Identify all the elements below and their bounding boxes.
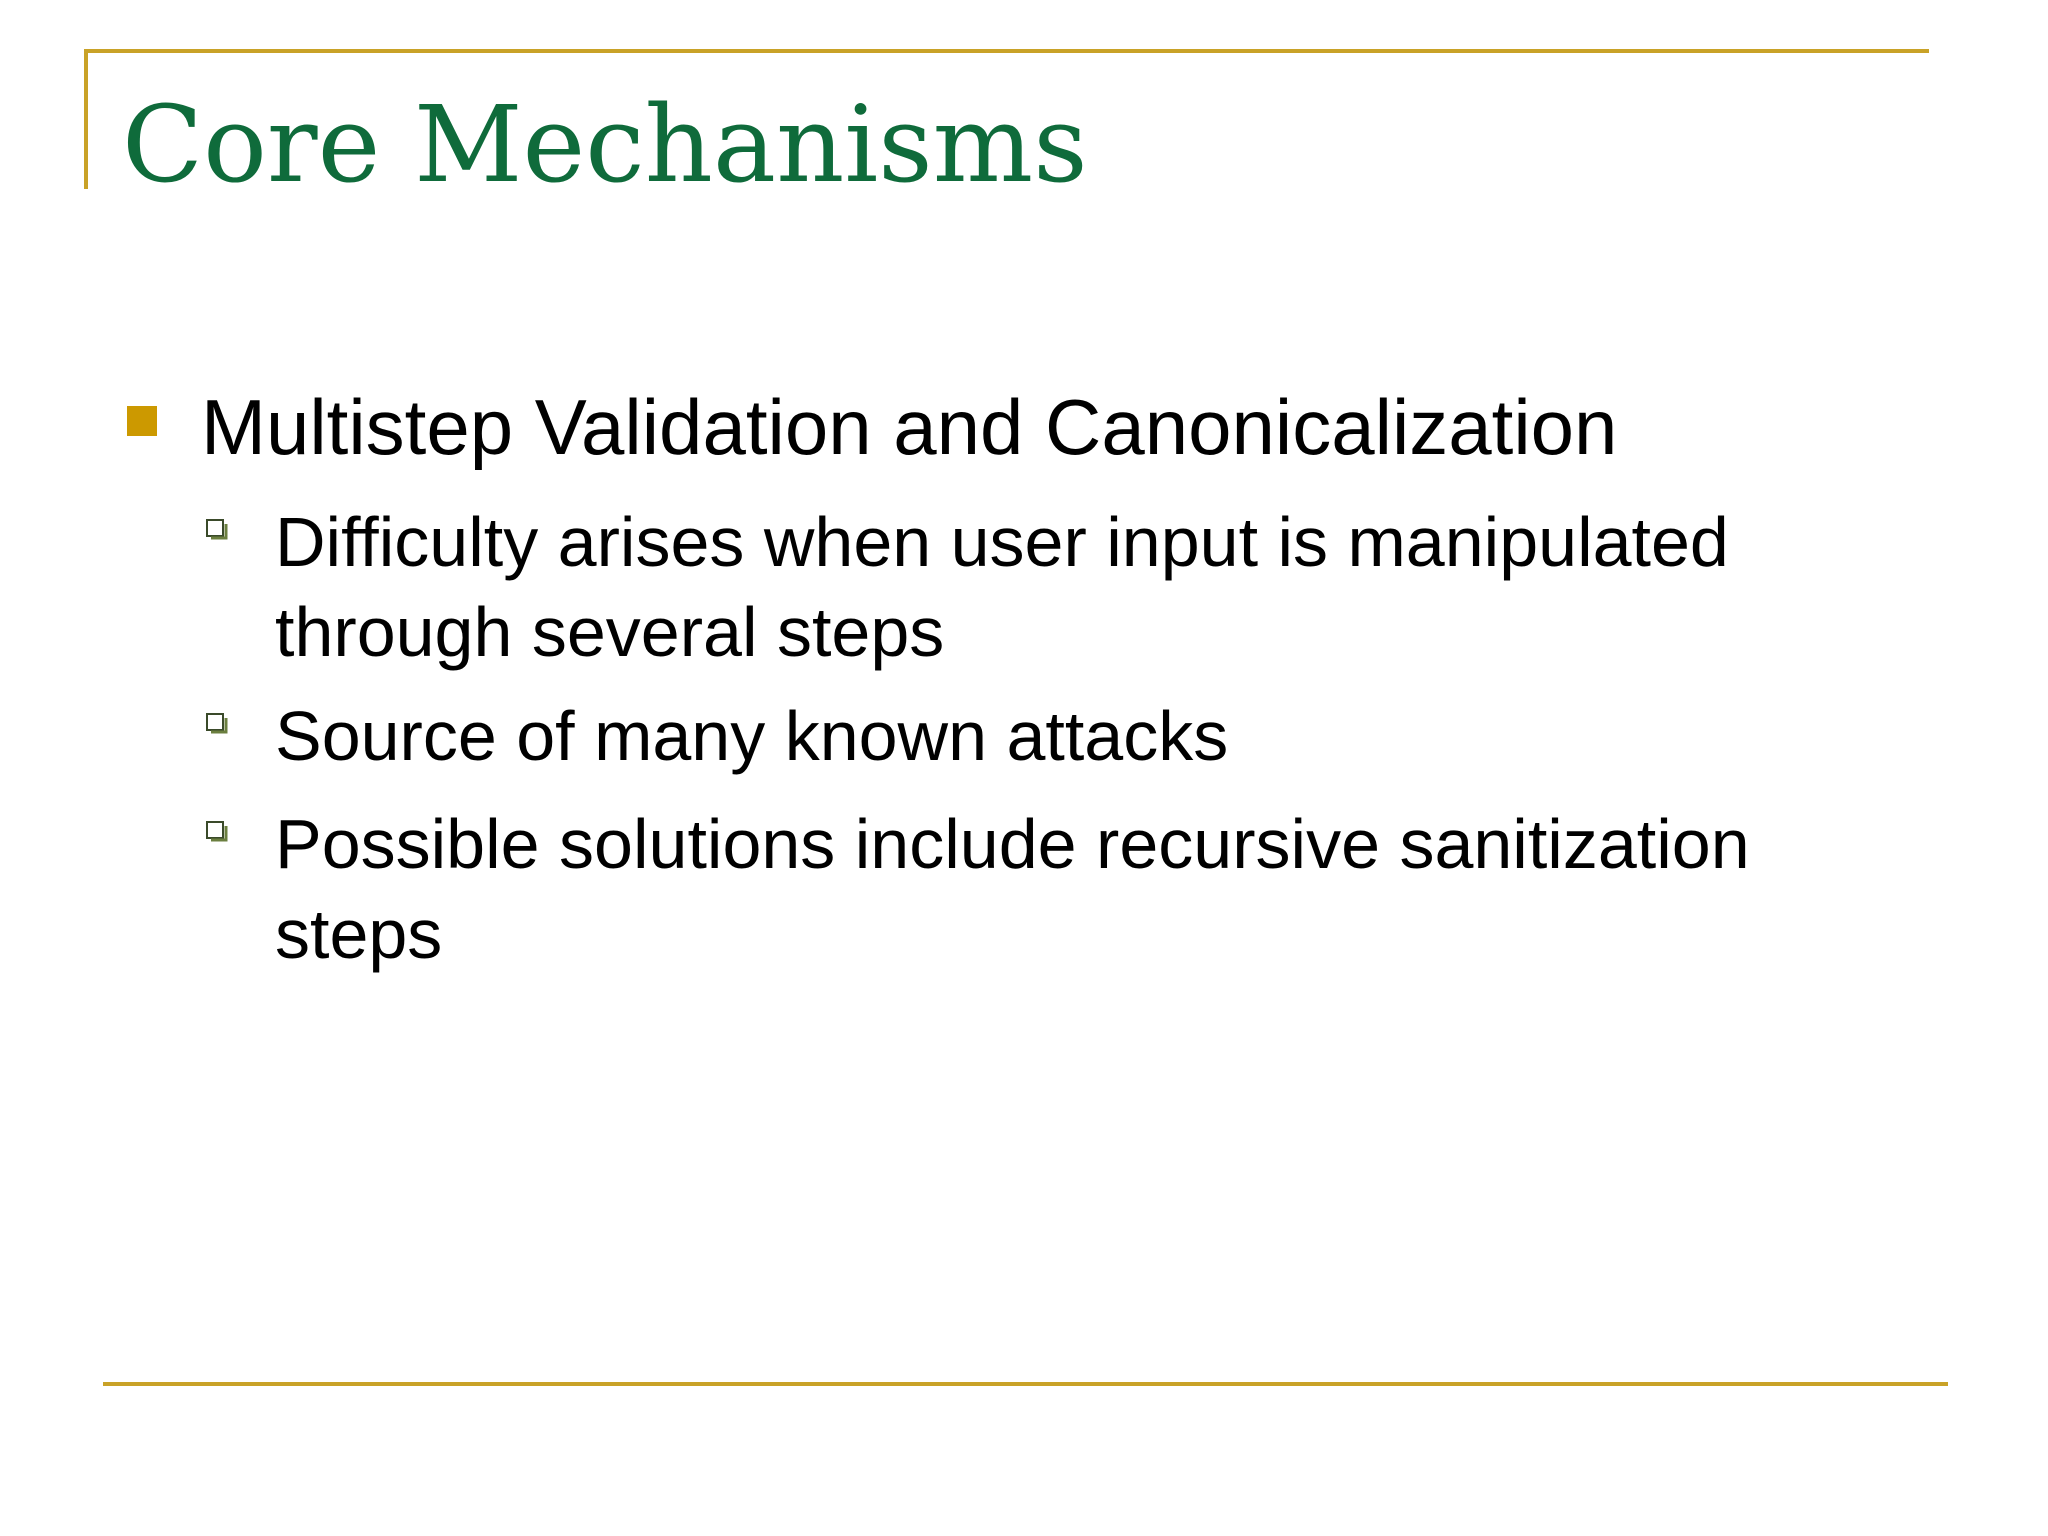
bullet-level2-text: Possible solutions include recursive sanitization steps <box>275 805 1750 973</box>
checkbox-bullet-icon <box>205 518 229 542</box>
left-accent-rule <box>84 49 88 189</box>
checkbox-bullet-icon <box>205 820 229 844</box>
bottom-accent-rule <box>103 1382 1948 1386</box>
top-accent-rule <box>84 49 1929 53</box>
bullet-level1-text: Multistep Validation and Canonicalization <box>201 383 1618 471</box>
bullet-level2-text: Source of many known attacks <box>275 697 1229 775</box>
bullet-level2-text: Difficulty arises when user input is manipulated through several steps <box>275 503 1729 671</box>
checkbox-bullet-icon <box>205 712 229 736</box>
square-bullet-icon <box>127 406 157 436</box>
slide-title: Core Mechanisms <box>122 83 1088 206</box>
